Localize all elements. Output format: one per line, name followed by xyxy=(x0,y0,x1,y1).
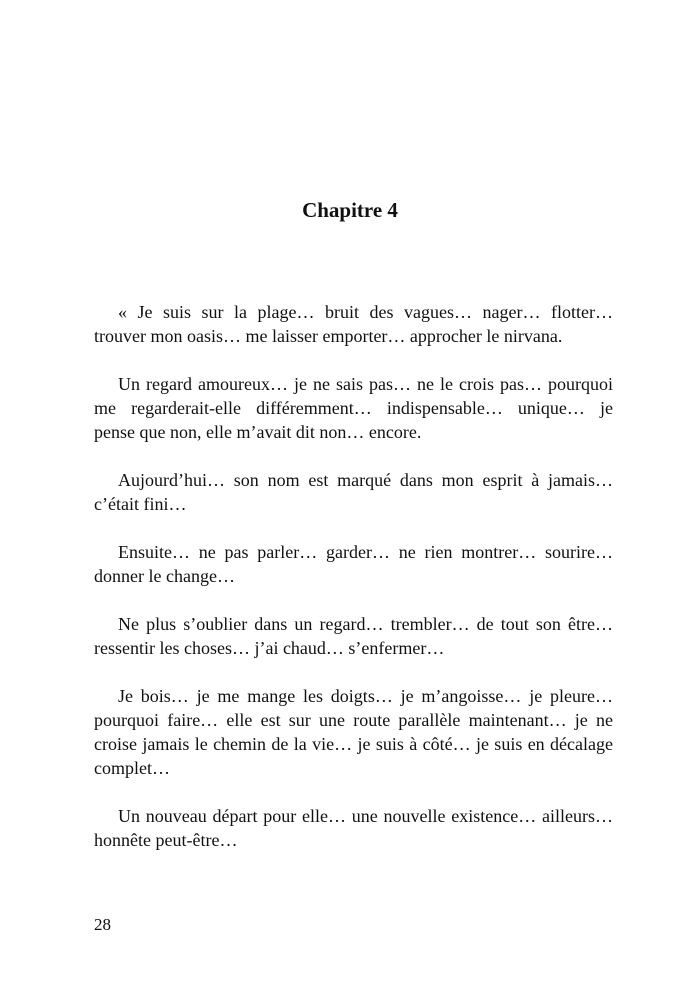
text-line: Un regard amoureux… je ne sais pas… ne le crois pas… pourquoi xyxy=(118,374,613,394)
paragraph xyxy=(94,300,613,348)
paragraph xyxy=(94,468,613,516)
paragraph xyxy=(94,684,613,780)
text-line: Ne plus s’oublier dans un regard… trembler… de tout son être… xyxy=(118,614,613,634)
text-line: Je bois… je me mange les doigts… je m’angoisse… je pleure… xyxy=(118,686,613,706)
text-line: ressentir les choses… j’ai chaud… s’enfermer… xyxy=(94,638,445,658)
page-number: 28 xyxy=(94,915,111,934)
text-line: croise jamais le chemin de la vie… je suis à côté… je suis en décalage xyxy=(94,734,613,754)
text-line: trouver mon oasis… me laisser emporter… approcher le nirvana. xyxy=(94,326,563,346)
paragraph xyxy=(94,804,613,852)
chapter-body xyxy=(94,300,613,876)
paragraph xyxy=(94,372,613,444)
text-line: « Je suis sur la plage… bruit des vagues… nager… flotter… xyxy=(118,302,613,322)
paragraph xyxy=(94,612,613,660)
text-line: pourquoi faire… elle est sur une route parallèle maintenant… je ne xyxy=(94,710,613,730)
text-line: Aujourd’hui… son nom est marqué dans mon esprit à jamais… xyxy=(118,470,613,490)
text-line: donner le change… xyxy=(94,566,235,586)
text-line: c’était fini… xyxy=(94,494,187,514)
text-line: Un nouveau départ pour elle… une nouvelle existence… ailleurs… xyxy=(118,806,613,826)
chapter-title: Chapitre 4 xyxy=(302,198,398,222)
text-line: Ensuite… ne pas parler… garder… ne rien montrer… sourire… xyxy=(118,542,613,562)
text-line: pense que non, elle m’avait dit non… encore. xyxy=(94,422,422,442)
text-line: complet… xyxy=(94,758,170,778)
text-line: honnête peut-être… xyxy=(94,830,238,850)
paragraph xyxy=(94,540,613,588)
text-line: me regarderait-elle différemment… indispensable… unique… je xyxy=(94,398,613,418)
